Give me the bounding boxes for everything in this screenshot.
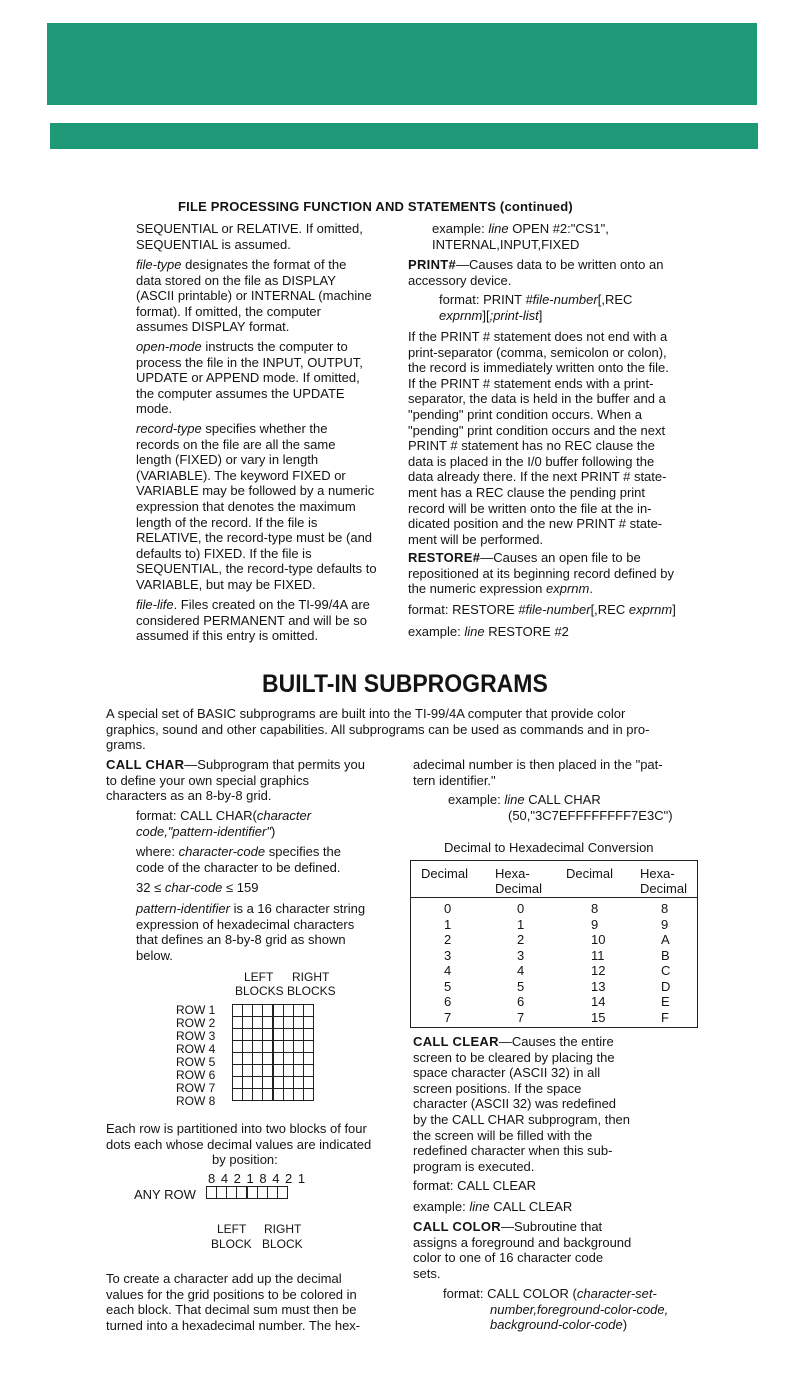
grid-cell	[304, 1017, 314, 1029]
col-header-hexa-decimal-2: Decimal	[640, 881, 687, 896]
conversion-cell: 0	[517, 901, 525, 916]
grid-cell	[253, 1005, 263, 1017]
char-code-range: 32 ≤ char-code ≤ 159	[136, 880, 259, 895]
conversion-cell: 5	[517, 978, 525, 994]
any-row-cell	[278, 1187, 288, 1199]
grid-cell	[263, 1005, 274, 1017]
any-row-row	[207, 1187, 288, 1199]
any-row-label: ANY ROW	[134, 1187, 196, 1202]
grid-cell	[304, 1005, 314, 1017]
hex-continuation: adecimal number is then placed in the "pat- tern identifier."	[413, 757, 663, 788]
grid-cell	[233, 1041, 243, 1053]
right-block-label: RIGHT	[264, 1222, 302, 1236]
grid-cell	[294, 1017, 304, 1029]
conversion-cell: 9	[591, 916, 599, 932]
col-header-hexa-1: Hexa-	[495, 866, 530, 881]
call-char-format: format: CALL CHAR(character code,"pattern-identifier")	[136, 808, 312, 839]
conversion-cell: 15	[591, 1009, 606, 1025]
grid-cell	[233, 1089, 243, 1101]
grid-cell	[294, 1077, 304, 1089]
bit-weights: 8 4 2 1 8 4 2 1	[208, 1171, 307, 1186]
conversion-cell: 8	[661, 901, 669, 916]
grid-cell	[273, 1089, 284, 1101]
grid-cell	[253, 1029, 263, 1041]
grid-cell	[273, 1029, 284, 1041]
grid-cell	[284, 1005, 294, 1017]
right-block-label-2: BLOCK	[262, 1237, 303, 1251]
conversion-cell: 3	[517, 947, 525, 963]
grid-cell	[243, 1065, 253, 1077]
grid-cell	[233, 1077, 243, 1089]
grid-cell	[243, 1089, 253, 1101]
call-clear-description: CALL CLEAR—Causes the entire screen to be cleared by placing the space character (ASCII 32) in all screen positions. If the space character (ASCII 32) was redefined by the CALL CHAR subprogram, then the screen will be filled with the redefined character when this sub- program is executed.	[413, 1034, 631, 1174]
grid-cell	[263, 1053, 274, 1065]
grid-row	[233, 1041, 314, 1053]
call-color-format: format: CALL COLOR (character-set- number,foreground-color-code, background-color-code)	[443, 1286, 669, 1333]
grid-cell	[273, 1077, 284, 1089]
open-example: example: line OPEN #2:"CS1", INTERNAL,INPUT,FIXED	[432, 221, 609, 252]
grid-cell	[263, 1017, 274, 1029]
right-blocks-label: RIGHT	[292, 970, 330, 984]
grid-cell	[304, 1089, 314, 1101]
grid-cell	[294, 1029, 304, 1041]
grid-cell	[284, 1089, 294, 1101]
conversion-cell: 1	[517, 916, 525, 932]
second-green-band	[50, 123, 758, 149]
paragraph-file-type: file-type designates the format of the data stored on the file as DISPLAY (ASCII printable) or INTERNAL (machine format). If omitted, the computer assumes DISPLAY format.	[136, 257, 372, 335]
col-header-decimal-1: Decimal	[421, 866, 468, 881]
any-row-cell	[247, 1187, 258, 1199]
grid-row	[233, 1065, 314, 1077]
left-block-label: LEFT	[217, 1222, 247, 1236]
any-row-cell	[227, 1187, 237, 1199]
call-color-description: CALL COLOR—Subroutine that assigns a foreground and background color to one of 16 character code sets.	[413, 1219, 632, 1281]
grid-cell	[294, 1005, 304, 1017]
grid-cell	[263, 1089, 274, 1101]
conversion-cell: A	[661, 932, 670, 947]
conversion-cell: 4	[517, 963, 525, 978]
grid-cell	[233, 1005, 243, 1017]
grid-row	[233, 1053, 314, 1065]
grid-row	[233, 1029, 314, 1041]
grid-cell	[243, 1029, 253, 1041]
print-statement: PRINT#—Causes data to be written onto an accessory device.	[408, 257, 664, 288]
eight-by-eight-grid	[232, 1004, 314, 1101]
grid-row	[233, 1005, 314, 1017]
col-header-decimal-2: Decimal	[566, 866, 613, 881]
conversion-cell: 1	[444, 916, 452, 932]
grid-cell	[284, 1077, 294, 1089]
grid-cell	[243, 1053, 253, 1065]
any-row-grid	[206, 1186, 288, 1199]
conversion-cell: C	[661, 963, 671, 978]
any-row-cell	[258, 1187, 268, 1199]
grid-cell	[284, 1029, 294, 1041]
grid-cell	[233, 1029, 243, 1041]
grid-cell	[233, 1053, 243, 1065]
grid-cell	[243, 1077, 253, 1089]
conversion-cell: 13	[591, 978, 606, 994]
conversion-cell: D	[661, 978, 671, 994]
row-partition-text: Each row is partitioned into two blocks of four dots each whose decimal values are indicated by position:	[106, 1121, 372, 1168]
conversion-cell: 6	[517, 994, 525, 1009]
grid-row	[233, 1017, 314, 1029]
grid-cell	[304, 1029, 314, 1041]
grid-cell	[294, 1065, 304, 1077]
right-blocks-label-2: BLOCKS	[287, 984, 336, 998]
conversion-cell: 4	[444, 963, 452, 978]
grid-cell	[304, 1053, 314, 1065]
grid-cell	[233, 1017, 243, 1029]
grid-cell	[284, 1041, 294, 1053]
grid-cell	[304, 1077, 314, 1089]
restore-statement: RESTORE#—Causes an open file to be repositioned at its beginning record defined by the numeric expression exprnm.	[408, 550, 674, 597]
conversion-cell: 12	[591, 963, 606, 978]
grid-cell	[263, 1065, 274, 1077]
conversion-cell: B	[661, 947, 670, 963]
conversion-cell: 8	[591, 901, 599, 916]
grid-cell	[273, 1017, 284, 1029]
grid-cell	[284, 1017, 294, 1029]
create-character-text: To create a character add up the decimal values for the grid positions to be colored in each block. That decimal sum must then be turned into a hexadecimal number. The hex-	[106, 1271, 361, 1333]
grid-cell	[273, 1065, 284, 1077]
any-row-cell	[268, 1187, 278, 1199]
call-char-example: example: line CALL CHAR (50,"3C7EFFFFFFFF7E3C")	[448, 792, 673, 823]
grid-cell	[294, 1053, 304, 1065]
print-description: If the PRINT # statement does not end with a print-separator (comma, semicolon or colon), the record is immediately written onto the file. If the PRINT # statement ends with a print- separator, the data is held in the buffer and a "pending" print condition occurs. When a "pending" print condition occurs and the next PRINT # statement has no REC clause the data is placed in the I/0 buffer following the data already there. If the next PRINT # state- ment has a REC clause the pending print record will be written onto the file at the in- dicated position and the new PRINT # state- ment will be performed.	[408, 329, 669, 547]
call-clear-example: example: line CALL CLEAR	[413, 1199, 573, 1214]
paragraph-open-mode: open-mode instructs the computer to process the file in the INPUT, OUTPUT, UPDATE or APPEND mode. If omitted, the computer assumes the UPDATE mode.	[136, 339, 363, 417]
grid-cell	[253, 1041, 263, 1053]
grid-cell	[263, 1077, 274, 1089]
grid-cell	[253, 1065, 263, 1077]
any-row-cell	[217, 1187, 227, 1199]
grid-cell	[263, 1029, 274, 1041]
conversion-cell: 6	[444, 994, 452, 1009]
grid-cell	[243, 1005, 253, 1017]
col-header-hexa-decimal-1: Decimal	[495, 881, 542, 896]
left-blocks-label-2: BLOCKS	[235, 984, 284, 998]
conversion-table-title: Decimal to Hexadecimal Conversion	[444, 840, 654, 855]
grid-cell	[273, 1005, 284, 1017]
grid-cell	[284, 1065, 294, 1077]
grid-cell	[253, 1089, 263, 1101]
call-char-where: where: character-code specifies the code of the character to be defined.	[136, 844, 341, 875]
grid-row	[233, 1077, 314, 1089]
col-header-hexa-2: Hexa-	[640, 866, 675, 881]
conversion-cell: 9	[661, 916, 669, 932]
grid-cell	[253, 1077, 263, 1089]
any-row-cell	[207, 1187, 217, 1199]
grid-cell	[263, 1041, 274, 1053]
page-heading: FILE PROCESSING FUNCTION AND STATEMENTS (continued)	[178, 199, 573, 214]
conversion-cell: 7	[444, 1009, 452, 1025]
grid-cell	[243, 1041, 253, 1053]
top-green-band	[47, 23, 757, 105]
restore-format: format: RESTORE #file-number[,REC exprnm]	[408, 602, 676, 617]
grid-cell	[253, 1017, 263, 1029]
left-block-label-2: BLOCK	[211, 1237, 252, 1251]
conversion-cell: E	[661, 994, 670, 1009]
conversion-cell: 2	[444, 932, 452, 947]
grid-cell	[304, 1065, 314, 1077]
grid-cell	[233, 1065, 243, 1077]
any-row-cell	[237, 1187, 248, 1199]
paragraph-record-type: record-type specifies whether the records on the file are all the same length (FIXED) or vary in length (VARIABLE). The keyword FIXED or VARIABLE may be followed by a numeric expression that denotes the maximum length of the record. If the file is RELATIVE, the record-type must be (and defaults to) FIXED. If the file is SEQUENTIAL, the record-type defaults to VARIABLE, but may be FIXED.	[136, 421, 377, 592]
grid-cell	[294, 1041, 304, 1053]
paragraph-file-life: file-life. Files created on the TI-99/4A are considered PERMANENT and will be so assumed if this entry is omitted.	[136, 597, 370, 644]
conversion-cell: 14	[591, 994, 606, 1009]
conversion-cell: 10	[591, 932, 606, 947]
pattern-identifier-description: pattern-identifier is a 16 character string expression of hexadecimal characters that defines an 8-by-8 grid as shown below.	[136, 901, 366, 963]
conversion-cell: 2	[517, 932, 525, 947]
left-blocks-label: LEFT	[244, 970, 274, 984]
grid-cell	[253, 1053, 263, 1065]
paragraph-sequential: SEQUENTIAL or RELATIVE. If omitted, SEQUENTIAL is assumed.	[136, 221, 363, 252]
table-header-divider	[410, 897, 698, 898]
conversion-cell: 7	[517, 1009, 525, 1025]
grid-cell	[273, 1041, 284, 1053]
grid-cell	[243, 1017, 253, 1029]
call-char-description: CALL CHAR—Subprogram that permits you to define your own special graphics characters as an 8-by-8 grid.	[106, 757, 365, 804]
grid-row	[233, 1089, 314, 1101]
grid-cell	[284, 1053, 294, 1065]
conversion-cell: 3	[444, 947, 452, 963]
grid-cell	[294, 1089, 304, 1101]
conversion-cell: 5	[444, 978, 452, 994]
call-clear-format: format: CALL CLEAR	[413, 1178, 537, 1193]
conversion-cell: 0	[444, 901, 452, 916]
conversion-cell: 11	[591, 947, 605, 963]
grid-cell	[304, 1041, 314, 1053]
section-title: BUILT-IN SUBPROGRAMS	[262, 670, 548, 698]
section-intro: A special set of BASIC subprograms are built into the TI-99/4A computer that provide color graphics, sound and other capabilities. All subprograms can be used as commands and in pro- grams.	[106, 706, 650, 753]
row-labels: ROW 1 ROW 2 ROW 3 ROW 4 ROW 5 ROW 6 ROW 7 ROW 8	[176, 1003, 216, 1108]
print-format: format: PRINT #file-number[,REC exprnm][;print-list]	[439, 292, 633, 323]
grid-cell	[273, 1053, 284, 1065]
conversion-cell: F	[661, 1009, 669, 1025]
restore-example: example: line RESTORE #2	[408, 624, 569, 639]
